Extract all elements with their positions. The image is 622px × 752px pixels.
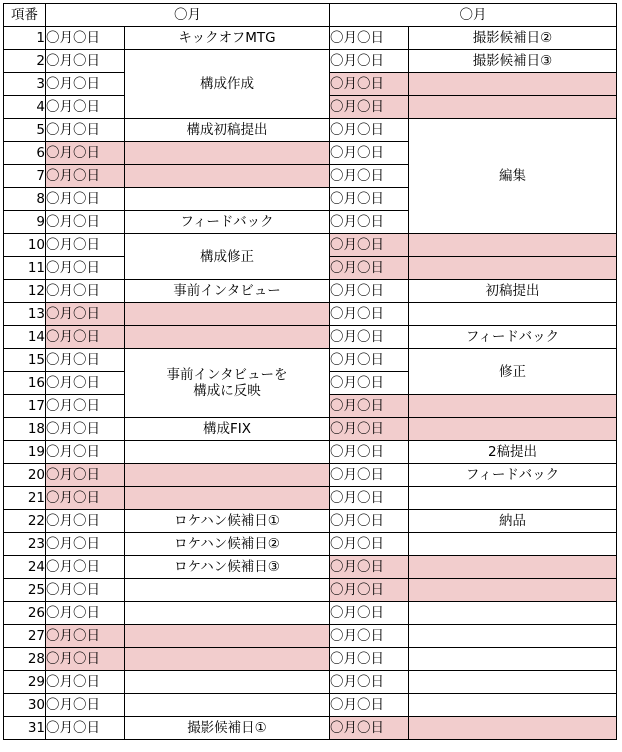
item-number: 19 xyxy=(4,441,46,464)
table-row xyxy=(4,556,617,579)
task-cell-month1: 構成初稿提出 xyxy=(125,119,330,142)
header-month-2: 〇月 xyxy=(330,4,617,27)
item-number: 3 xyxy=(4,73,46,96)
task-cell-month1 xyxy=(125,303,330,326)
task-cell-month2 xyxy=(409,648,617,671)
table-row xyxy=(4,625,617,648)
task-cell-month1 xyxy=(125,165,330,188)
task-cell-month2 xyxy=(409,694,617,717)
task-cell-month2 xyxy=(409,303,617,326)
schedule-body xyxy=(4,4,617,740)
table-row xyxy=(4,234,617,257)
table-row xyxy=(4,280,617,303)
item-number: 16 xyxy=(4,372,46,395)
task-cell-month2: 撮影候補日② xyxy=(409,27,617,50)
date-cell-month2: 〇月〇日 xyxy=(330,165,409,188)
item-number: 1 xyxy=(4,27,46,50)
header-row xyxy=(4,4,617,27)
item-number: 7 xyxy=(4,165,46,188)
task-cell-month2 xyxy=(409,602,617,625)
task-cell-month2 xyxy=(409,533,617,556)
date-cell-month1: 〇月〇日 xyxy=(46,188,125,211)
item-number: 20 xyxy=(4,464,46,487)
item-number: 27 xyxy=(4,625,46,648)
date-cell-month2: 〇月〇日 xyxy=(330,510,409,533)
task-cell-month1: 構成修正 xyxy=(125,234,330,280)
date-cell-month2: 〇月〇日 xyxy=(330,395,409,418)
item-number: 22 xyxy=(4,510,46,533)
task-cell-month2: フィードバック xyxy=(409,326,617,349)
date-cell-month1: 〇月〇日 xyxy=(46,510,125,533)
date-cell-month2: 〇月〇日 xyxy=(330,280,409,303)
table-row xyxy=(4,602,617,625)
date-cell-month1: 〇月〇日 xyxy=(46,533,125,556)
table-row xyxy=(4,533,617,556)
task-cell-month1: キックオフMTG xyxy=(125,27,330,50)
task-cell-month1: ロケハン候補日③ xyxy=(125,556,330,579)
task-cell-month2 xyxy=(409,671,617,694)
item-number: 18 xyxy=(4,418,46,441)
date-cell-month2: 〇月〇日 xyxy=(330,671,409,694)
item-number: 5 xyxy=(4,119,46,142)
task-cell-month1 xyxy=(125,579,330,602)
date-cell-month2: 〇月〇日 xyxy=(330,119,409,142)
date-cell-month2: 〇月〇日 xyxy=(330,96,409,119)
date-cell-month2: 〇月〇日 xyxy=(330,418,409,441)
task-cell-month2: 編集 xyxy=(409,119,617,234)
table-row xyxy=(4,326,617,349)
date-cell-month1: 〇月〇日 xyxy=(46,119,125,142)
task-cell-month1 xyxy=(125,694,330,717)
task-cell-month1 xyxy=(125,142,330,165)
date-cell-month1: 〇月〇日 xyxy=(46,625,125,648)
item-number: 24 xyxy=(4,556,46,579)
date-cell-month2: 〇月〇日 xyxy=(330,142,409,165)
date-cell-month2: 〇月〇日 xyxy=(330,326,409,349)
item-number: 17 xyxy=(4,395,46,418)
task-cell-month1 xyxy=(125,326,330,349)
schedule-table xyxy=(3,3,617,740)
task-cell-month2 xyxy=(409,96,617,119)
task-cell-month2: 2稿提出 xyxy=(409,441,617,464)
table-row xyxy=(4,119,617,142)
task-cell-month2 xyxy=(409,579,617,602)
table-row xyxy=(4,510,617,533)
date-cell-month1: 〇月〇日 xyxy=(46,257,125,280)
task-cell-month2 xyxy=(409,717,617,740)
table-row xyxy=(4,694,617,717)
date-cell-month2: 〇月〇日 xyxy=(330,188,409,211)
date-cell-month1: 〇月〇日 xyxy=(46,441,125,464)
date-cell-month2: 〇月〇日 xyxy=(330,694,409,717)
table-row xyxy=(4,671,617,694)
header-item-no: 項番 xyxy=(4,4,46,27)
date-cell-month2: 〇月〇日 xyxy=(330,556,409,579)
item-number: 2 xyxy=(4,50,46,73)
date-cell-month1: 〇月〇日 xyxy=(46,349,125,372)
task-cell-month1: フィードバック xyxy=(125,211,330,234)
task-cell-month2 xyxy=(409,73,617,96)
task-cell-month2: フィードバック xyxy=(409,464,617,487)
date-cell-month1: 〇月〇日 xyxy=(46,556,125,579)
item-number: 9 xyxy=(4,211,46,234)
item-number: 25 xyxy=(4,579,46,602)
date-cell-month1: 〇月〇日 xyxy=(46,96,125,119)
task-cell-month2 xyxy=(409,556,617,579)
task-cell-month1 xyxy=(125,487,330,510)
date-cell-month2: 〇月〇日 xyxy=(330,602,409,625)
table-row xyxy=(4,418,617,441)
date-cell-month1: 〇月〇日 xyxy=(46,671,125,694)
task-cell-month1: ロケハン候補日② xyxy=(125,533,330,556)
date-cell-month2: 〇月〇日 xyxy=(330,50,409,73)
item-number: 8 xyxy=(4,188,46,211)
task-cell-month2 xyxy=(409,234,617,257)
date-cell-month1: 〇月〇日 xyxy=(46,142,125,165)
date-cell-month1: 〇月〇日 xyxy=(46,694,125,717)
task-cell-month1 xyxy=(125,648,330,671)
date-cell-month2: 〇月〇日 xyxy=(330,349,409,372)
task-cell-month1: ロケハン候補日① xyxy=(125,510,330,533)
date-cell-month2: 〇月〇日 xyxy=(330,579,409,602)
date-cell-month2: 〇月〇日 xyxy=(330,234,409,257)
task-cell-month1 xyxy=(125,464,330,487)
date-cell-month2: 〇月〇日 xyxy=(330,211,409,234)
date-cell-month2: 〇月〇日 xyxy=(330,372,409,395)
date-cell-month1: 〇月〇日 xyxy=(46,234,125,257)
item-number: 11 xyxy=(4,257,46,280)
date-cell-month1: 〇月〇日 xyxy=(46,50,125,73)
task-cell-month1 xyxy=(125,602,330,625)
date-cell-month1: 〇月〇日 xyxy=(46,372,125,395)
item-number: 31 xyxy=(4,717,46,740)
date-cell-month1: 〇月〇日 xyxy=(46,648,125,671)
task-cell-month2 xyxy=(409,257,617,280)
date-cell-month1: 〇月〇日 xyxy=(46,487,125,510)
date-cell-month2: 〇月〇日 xyxy=(330,303,409,326)
date-cell-month1: 〇月〇日 xyxy=(46,418,125,441)
task-cell-month1: 撮影候補日① xyxy=(125,717,330,740)
table-row xyxy=(4,50,617,73)
table-row xyxy=(4,717,617,740)
table-row xyxy=(4,27,617,50)
task-cell-month1: 構成作成 xyxy=(125,50,330,119)
date-cell-month2: 〇月〇日 xyxy=(330,487,409,510)
date-cell-month2: 〇月〇日 xyxy=(330,648,409,671)
date-cell-month1: 〇月〇日 xyxy=(46,27,125,50)
table-row xyxy=(4,441,617,464)
date-cell-month2: 〇月〇日 xyxy=(330,464,409,487)
task-cell-month2: 初稿提出 xyxy=(409,280,617,303)
task-cell-month2: 納品 xyxy=(409,510,617,533)
table-row xyxy=(4,303,617,326)
item-number: 13 xyxy=(4,303,46,326)
table-row xyxy=(4,487,617,510)
date-cell-month1: 〇月〇日 xyxy=(46,395,125,418)
table-row xyxy=(4,579,617,602)
task-cell-month1 xyxy=(125,441,330,464)
item-number: 12 xyxy=(4,280,46,303)
task-cell-month1: 構成FIX xyxy=(125,418,330,441)
task-cell-month1: 事前インタビュー xyxy=(125,280,330,303)
task-cell-month1 xyxy=(125,625,330,648)
task-cell-month1 xyxy=(125,188,330,211)
table-row xyxy=(4,464,617,487)
item-number: 10 xyxy=(4,234,46,257)
date-cell-month1: 〇月〇日 xyxy=(46,602,125,625)
date-cell-month1: 〇月〇日 xyxy=(46,280,125,303)
item-number: 14 xyxy=(4,326,46,349)
task-cell-month1: 事前インタビューを 構成に反映 xyxy=(125,349,330,418)
table-row xyxy=(4,349,617,372)
item-number: 29 xyxy=(4,671,46,694)
date-cell-month1: 〇月〇日 xyxy=(46,464,125,487)
date-cell-month1: 〇月〇日 xyxy=(46,579,125,602)
item-number: 4 xyxy=(4,96,46,119)
date-cell-month1: 〇月〇日 xyxy=(46,326,125,349)
date-cell-month1: 〇月〇日 xyxy=(46,211,125,234)
item-number: 28 xyxy=(4,648,46,671)
item-number: 30 xyxy=(4,694,46,717)
table-row xyxy=(4,648,617,671)
date-cell-month2: 〇月〇日 xyxy=(330,625,409,648)
task-cell-month2 xyxy=(409,487,617,510)
date-cell-month2: 〇月〇日 xyxy=(330,533,409,556)
date-cell-month1: 〇月〇日 xyxy=(46,165,125,188)
date-cell-month1: 〇月〇日 xyxy=(46,717,125,740)
date-cell-month1: 〇月〇日 xyxy=(46,73,125,96)
task-cell-month2 xyxy=(409,625,617,648)
task-cell-month1 xyxy=(125,671,330,694)
item-number: 15 xyxy=(4,349,46,372)
item-number: 26 xyxy=(4,602,46,625)
date-cell-month2: 〇月〇日 xyxy=(330,73,409,96)
task-cell-month2 xyxy=(409,395,617,418)
date-cell-month2: 〇月〇日 xyxy=(330,27,409,50)
task-cell-month2: 修正 xyxy=(409,349,617,395)
item-number: 6 xyxy=(4,142,46,165)
header-month-1: 〇月 xyxy=(46,4,330,27)
task-cell-month2: 撮影候補日③ xyxy=(409,50,617,73)
date-cell-month2: 〇月〇日 xyxy=(330,717,409,740)
date-cell-month2: 〇月〇日 xyxy=(330,257,409,280)
task-cell-month2 xyxy=(409,418,617,441)
item-number: 23 xyxy=(4,533,46,556)
date-cell-month2: 〇月〇日 xyxy=(330,441,409,464)
date-cell-month1: 〇月〇日 xyxy=(46,303,125,326)
item-number: 21 xyxy=(4,487,46,510)
